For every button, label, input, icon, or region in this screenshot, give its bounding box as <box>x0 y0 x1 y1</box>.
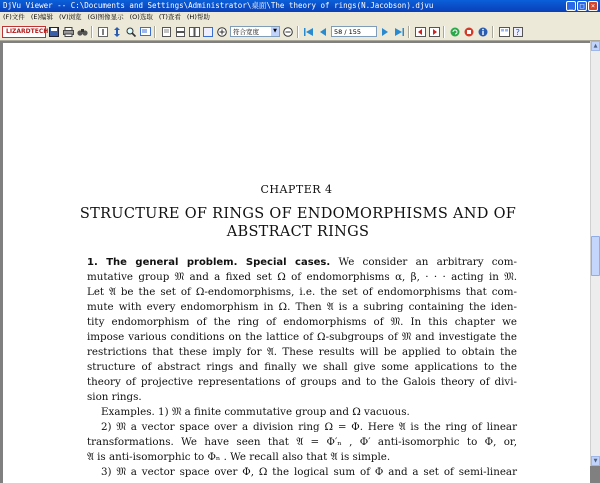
menu-file[interactable]: (F)文件 <box>3 13 25 21</box>
toolbar <box>0 23 600 41</box>
toolbar-separator <box>408 26 409 38</box>
lizardtech-logo-button[interactable] <box>2 26 49 38</box>
zoom-select-value: 符合宽度 <box>233 28 259 36</box>
help-button[interactable] <box>512 26 524 38</box>
toolbar-separator <box>492 26 493 38</box>
back-icon <box>415 27 426 37</box>
facing-pages-icon <box>189 27 200 37</box>
chapter-title-line: STRUCTURE OF RINGS OF ENDOMORPHISMS AND OF <box>79 206 517 222</box>
paragraph-line <box>87 255 517 270</box>
window-title: DjVu Viewer -- C:\Documents and Settings\Administrator\桌面\The theory of rings(N.Jacobson).djvu <box>3 1 434 10</box>
print-icon <box>63 27 74 37</box>
toolbar-separator <box>154 26 155 38</box>
paragraph-line: theory of projective representations of groups and to the Galois theory of divi- <box>87 376 517 388</box>
menu-select[interactable]: (O)选取 <box>129 13 153 21</box>
last-page-icon <box>394 27 404 37</box>
menu-view[interactable]: (T)查看 <box>158 13 181 21</box>
zoom-out-button[interactable] <box>282 26 294 38</box>
info-icon <box>478 27 488 37</box>
thumbnails-button[interactable] <box>498 26 510 38</box>
chapter-title <box>53 205 543 241</box>
scrollbar-thumb[interactable] <box>591 236 600 276</box>
magnifier-icon <box>126 27 136 37</box>
paragraph-line: mutative group 𝔐 and a fixed set Ω of endomorphisms α, β, · · · acting in 𝔐. <box>87 271 517 283</box>
zoom-in-icon <box>217 27 227 37</box>
lizardtech-logo-text: LIZARDTECH <box>6 28 49 35</box>
zoom-out-icon <box>283 27 293 37</box>
paragraph-line: mute with every endomorphism in Ω. Then 𝔄 is a subring containing the iden- <box>87 301 517 313</box>
paragraph-line: 3) 𝔐 a vector space over Φ, Ω the logical sum of Φ and a set of semi-linear <box>101 466 517 478</box>
back-button[interactable] <box>414 26 426 38</box>
toolbar-separator <box>91 26 92 38</box>
paragraph-text: We consider an arbitrary com- <box>330 256 517 268</box>
next-page-button[interactable] <box>379 26 391 38</box>
select-tool-button[interactable] <box>97 26 109 38</box>
thumbnails-icon <box>499 27 510 37</box>
vertical-scrollbar[interactable] <box>590 41 600 466</box>
continuous-page-icon <box>176 27 185 37</box>
window-controls <box>566 1 598 11</box>
first-page-button[interactable] <box>303 26 315 38</box>
rubber-zoom-button[interactable] <box>139 26 151 38</box>
forward-button[interactable] <box>428 26 440 38</box>
section-paragraph <box>87 255 517 480</box>
page-number-field[interactable]: 58 / 155 <box>331 26 377 37</box>
paragraph-line: tity endomorphism of the ring of endomorphisms of 𝔐. In this chapter we <box>87 316 517 328</box>
single-page-button[interactable] <box>160 26 172 38</box>
fit-page-icon <box>203 27 213 37</box>
info-button[interactable] <box>477 26 489 38</box>
find-button[interactable] <box>76 26 88 38</box>
fit-page-button[interactable] <box>202 26 214 38</box>
paragraph-line: restrictions that these imply for 𝔄. These results will be applied to obtain the <box>87 346 517 358</box>
first-page-icon <box>304 27 314 37</box>
zoom-select[interactable] <box>230 26 280 37</box>
last-page-button[interactable] <box>393 26 405 38</box>
paragraph-line: structure of abstract rings and finally we shall give some applications to the <box>87 361 517 373</box>
svg-text:?: ? <box>515 27 520 37</box>
next-page-icon <box>380 27 390 37</box>
help-icon <box>513 27 523 37</box>
scroll-up-arrow-icon[interactable]: ▲ <box>591 41 600 51</box>
forward-icon <box>429 27 440 37</box>
maximize-button[interactable]: □ <box>577 1 587 11</box>
menu-edit[interactable]: (E)编辑 <box>30 13 53 21</box>
paragraph-line: sion rings. <box>87 391 142 403</box>
toolbar-separator <box>297 26 298 38</box>
pan-tool-button[interactable] <box>111 26 123 38</box>
menu-help[interactable]: (H)帮助 <box>186 13 210 21</box>
chapter-heading: CHAPTER 4 <box>260 183 333 196</box>
paragraph-line: impose various conditions on the lattice of Ω-subgroups of 𝔐 and investigate the <box>87 331 517 343</box>
document-viewport[interactable] <box>0 41 590 478</box>
zoom-tool-button[interactable] <box>125 26 137 38</box>
chevron-down-icon[interactable]: ▼ <box>271 27 279 36</box>
paragraph-line: 2) 𝔐 a vector space over a division ring Ω = Φ. Here 𝔄 is the ring of linear <box>101 421 517 433</box>
continuous-page-button[interactable] <box>174 26 186 38</box>
binoculars-icon <box>77 27 88 37</box>
save-icon <box>49 27 59 37</box>
menu-image-display[interactable]: (G)图像显示 <box>87 13 124 21</box>
zoom-region-icon <box>140 27 151 37</box>
paragraph-line: transformations. We have seen that 𝔄 = Φ′ₙ , Φ′ anti-isomorphic to Φ, or, <box>87 436 517 448</box>
paragraph-line: Let 𝔄 be the set of Ω-endomorphisms, i.e. the set of endomorphisms that com- <box>87 286 517 298</box>
section-heading: 1. The general problem. Special cases. <box>87 257 331 268</box>
print-button[interactable] <box>62 26 74 38</box>
window-title-bar <box>0 0 600 12</box>
examples-line: Examples. 1) 𝔐 a finite commutative group and Ω vacuous. <box>101 406 410 418</box>
previous-page-icon <box>318 27 328 37</box>
scroll-down-arrow-icon[interactable]: ▼ <box>591 456 600 466</box>
document-page <box>3 43 590 483</box>
stop-button[interactable] <box>463 26 475 38</box>
paragraph-line: 𝔄 is anti-isomorphic to Φₙ . We recall also that 𝔄 is simple. <box>87 451 391 463</box>
facing-pages-button[interactable] <box>188 26 200 38</box>
chapter-title-line: ABSTRACT RINGS <box>226 224 370 240</box>
single-page-icon <box>162 27 171 37</box>
previous-page-button[interactable] <box>317 26 329 38</box>
zoom-in-button[interactable] <box>216 26 228 38</box>
pan-icon <box>112 27 122 37</box>
menu-browse[interactable]: (V)浏览 <box>59 13 82 21</box>
minimize-button[interactable]: _ <box>566 1 576 11</box>
text-select-icon <box>98 27 108 37</box>
stop-icon <box>464 27 474 37</box>
refresh-icon <box>450 27 460 37</box>
save-button[interactable] <box>48 26 60 38</box>
refresh-button[interactable] <box>449 26 461 38</box>
toolbar-separator <box>443 26 444 38</box>
close-button[interactable]: × <box>588 1 598 11</box>
